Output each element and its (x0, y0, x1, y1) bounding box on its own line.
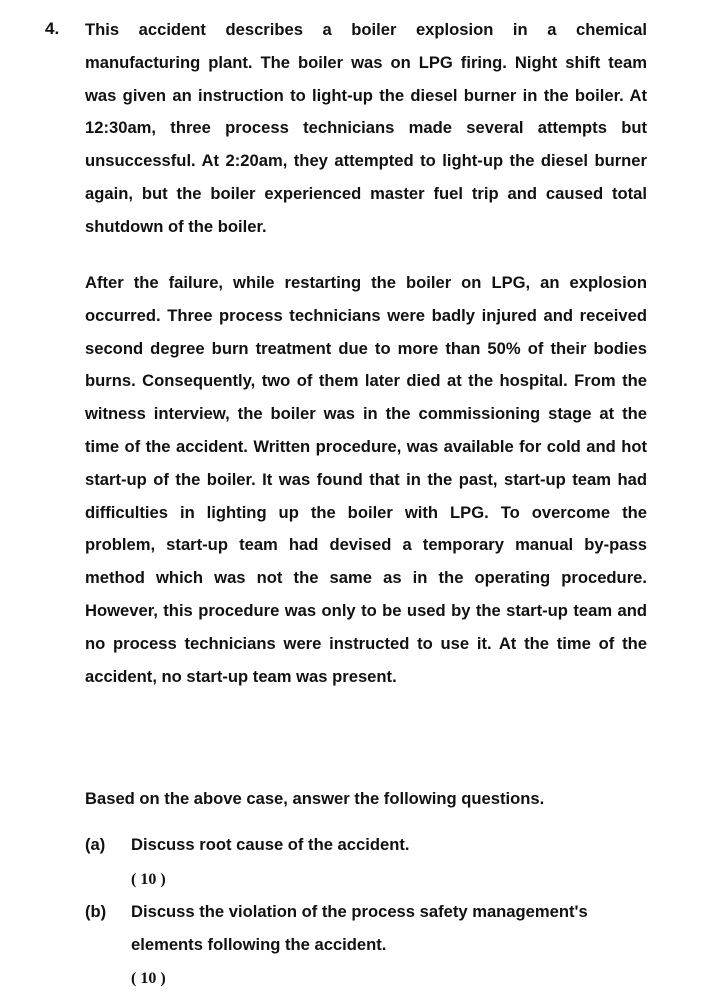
subquestion-a-text: Discuss root cause of the accident. (131, 835, 410, 854)
case-paragraph-1: This accident describes a boiler explosion in a chemical manufacturing plant. The boiler was on LPG firing. Night shift team was given an instruction to light-up the diesel burner in the boiler. At 12:30am, three process technicians made several attempts but unsuccessful. At 2:20am, they attempted to light-up the diesel burner again, but the boiler experienced master fuel trip and caused total shutdown of the boiler. (85, 20, 647, 236)
instruction-text: Based on the above case, answer the following questions. (85, 789, 545, 808)
subquestion-b-marks: ( 10 ) (131, 970, 166, 987)
subquestion-b-label: (b) (85, 902, 107, 921)
subquestion-a-marks: ( 10 ) (131, 871, 166, 888)
question-number: 4. (45, 19, 60, 38)
subquestion-a-label: (a) (85, 835, 106, 854)
case-paragraph-2: After the failure, while restarting the boiler on LPG, an explosion occurred. Three process technicians were badly injured and received second degree burn treatment due to more than 50% of their bodies burns. Consequently, two of them later died at the hospital. From the witness interview, the boiler was in the commissioning stage at the time of the accident. Written procedure, was available for cold and hot start-up of the boiler. It was found that in the past, start-up team had difficulties in lighting up the boiler with LPG. To overcome the problem, start-up team had devised a temporary manual by-pass method which was not the same as in the operating procedure. However, this procedure was only to be used by the start-up team and no process technicians were instructed to use it. At the time of the accident, no start-up team was present. (85, 273, 647, 686)
subquestion-b-text: Discuss the violation of the process safety management's elements following the accident. (131, 902, 588, 954)
